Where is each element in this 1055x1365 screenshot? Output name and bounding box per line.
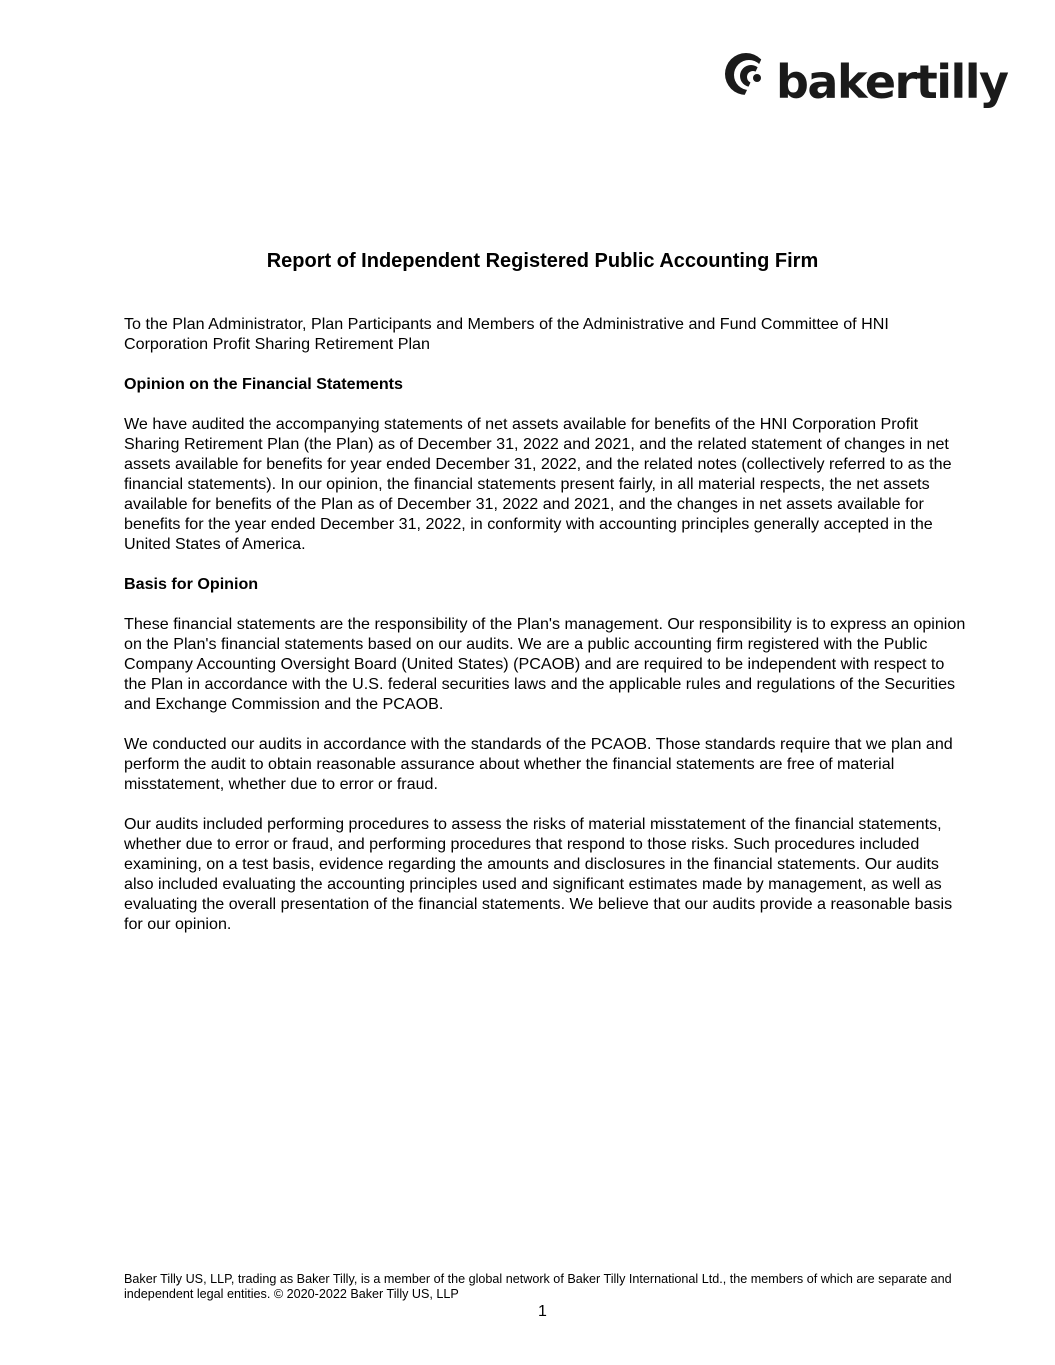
basis-paragraph-standards: We conducted our audits in accordance with the standards of the PCAOB. Those standards require that we plan and perform the audit to obtain reasonable assurance about whether the financial statements are free of material misstatement, whether due to error or fraud. — [124, 735, 953, 793]
basis-paragraph-responsibility: These financial statements are the responsibility of the Plan's management. Our responsibility is to express an opinion on the Plan's financial statements based on our audits. We are a public accounting firm registered with the Public Company Accounting Oversight Board (United States) (PCAOB) and are required to be independent with respect to the Plan in accordance with the U.S. federal securities laws and the applicable rules and regulations of the Securities and Exchange Commission and the PCAOB. — [124, 615, 966, 713]
addressee: To the Plan Administrator, Plan Participants and Members of the Administrative and Fund Committee of HNI Corporation Profit Sharing Retirement Plan — [124, 315, 889, 353]
logo-wordmark: bakertilly — [776, 55, 1008, 109]
baker-tilly-logo — [724, 48, 1008, 122]
basis-paragraph-procedures: Our audits included performing procedures to assess the risks of material misstatement of the financial statements, whether due to error or fraud, and performing procedures that respond to those risks. Such procedures included examining, on a test basis, evidence regarding the amounts and disclosures in the financial statements. Our audits also included evaluating the accounting principles used and significant estimates made by management, as well as evaluating the overall presentation of the financial statements. We believe that our audits provide a reasonable basis for our opinion. — [124, 815, 953, 933]
footer-disclaimer: Baker Tilly US, LLP, trading as Baker Tilly, is a member of the global network of Baker Tilly International Ltd., the members of which are separate and independent legal entities. © 2020-2022 Baker Tilly US, LLP — [124, 1272, 952, 1301]
page-number: 1 — [538, 1303, 547, 1320]
section-heading-basis: Basis for Opinion — [124, 575, 259, 593]
opinion-paragraph: We have audited the accompanying statements of net assets available for benefits of the HNI Corporation Profit Sharing Retirement Plan (the Plan) as of December 31, 2022 and 2021, and the related statement of changes in net assets available for benefits for year ended December 31, 2022, and the related notes (collectively referred to as the financial statements). In our opinion, the financial statements present fairly, in all material respects, the net assets available for benefits of the Plan as of December 31, 2022 and 2021, and the changes in net assets available for benefits for the year ended December 31, 2022, in conformity with accounting principles generally accepted in the United States of America. — [124, 415, 952, 553]
report-title: Report of Independent Registered Public Accounting Firm — [266, 250, 819, 272]
report-body — [124, 314, 969, 954]
baker-tilly-swirl-icon — [724, 50, 770, 100]
section-heading-opinion: Opinion on the Financial Statements — [124, 375, 403, 393]
